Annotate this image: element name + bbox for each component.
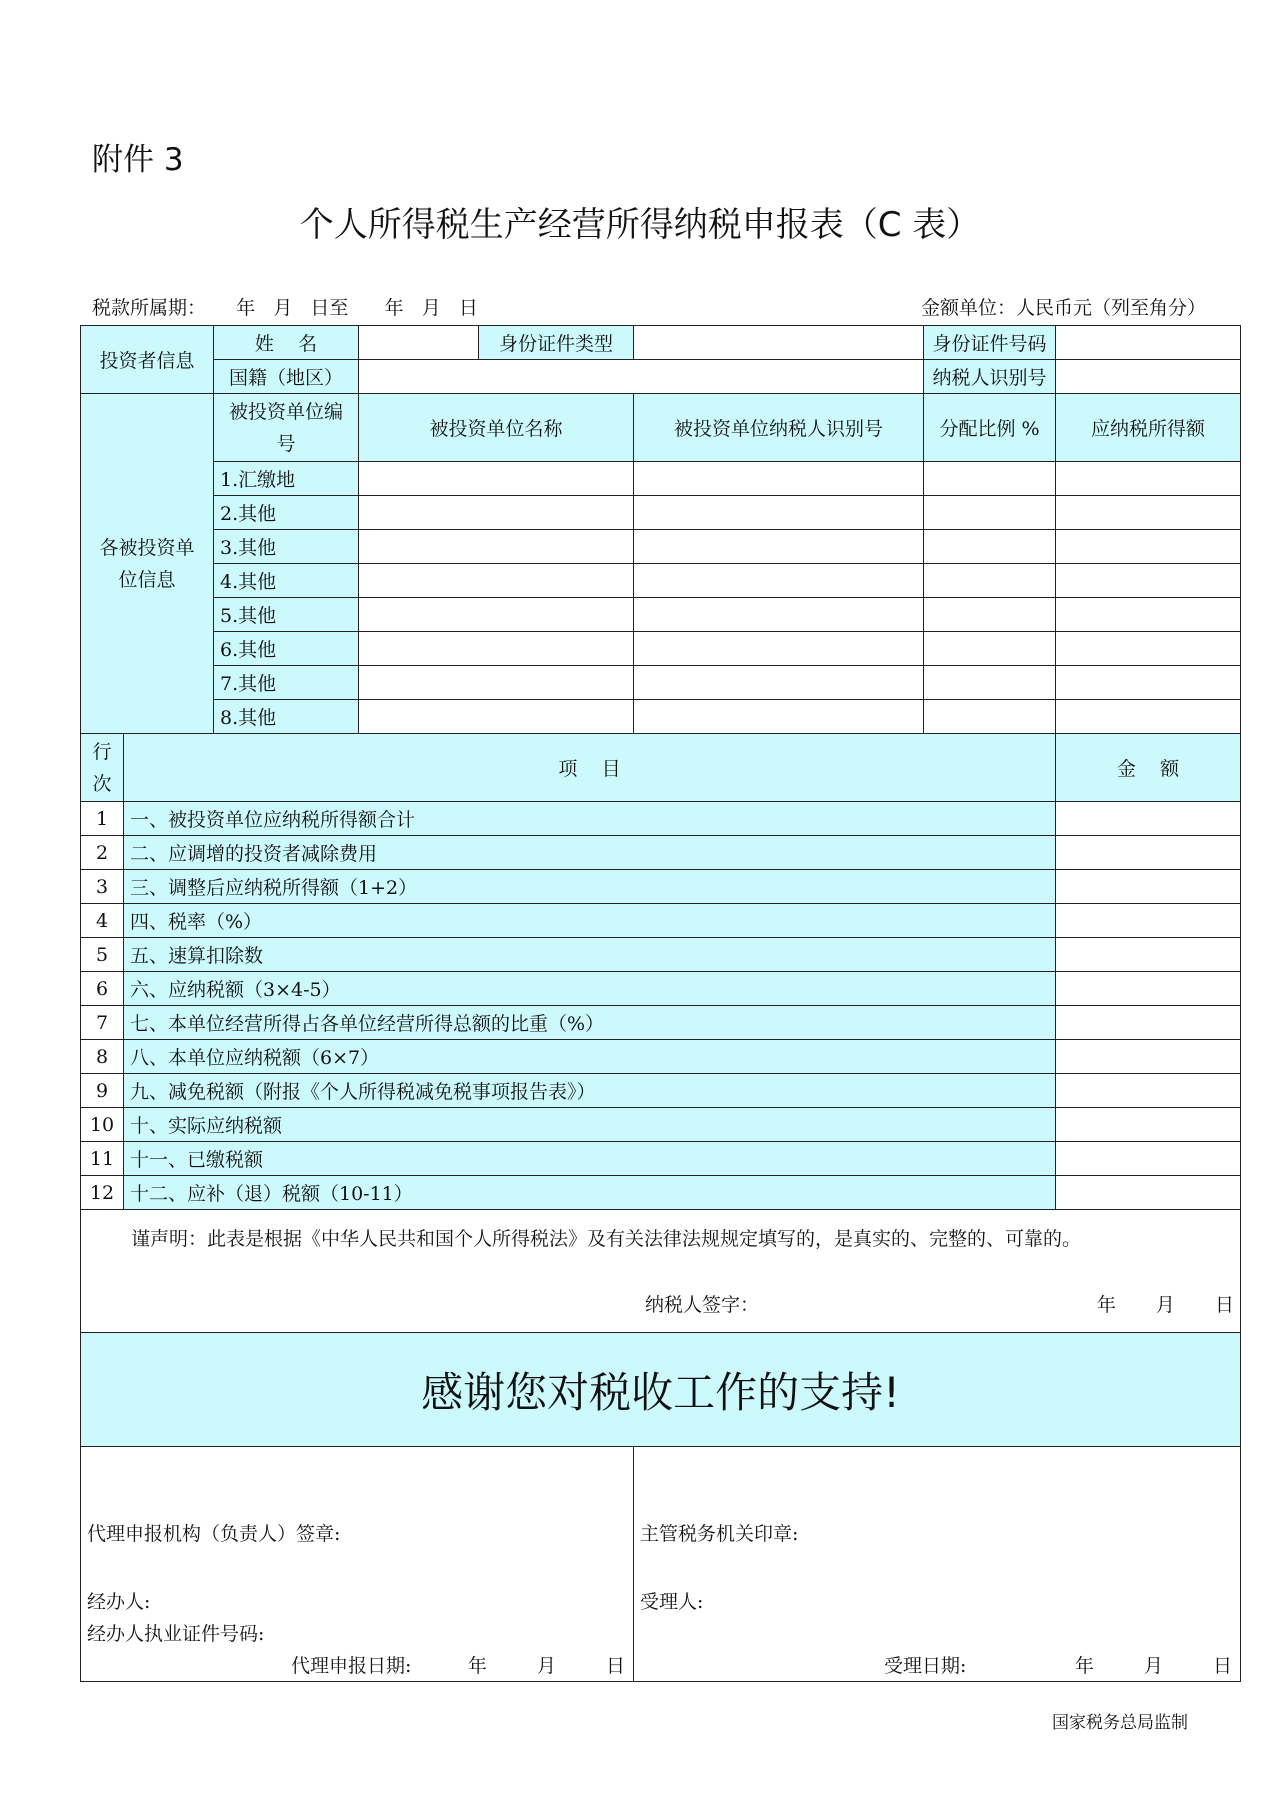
item-amount-field[interactable] <box>1056 938 1241 972</box>
unit-no: 5.其他 <box>214 598 359 632</box>
item-row <box>81 836 1241 870</box>
unit-name-field[interactable] <box>359 462 634 496</box>
item-no: 3 <box>81 870 124 904</box>
item-row <box>81 972 1241 1006</box>
unit-ratio-field[interactable] <box>924 462 1056 496</box>
name-label: 姓 名 <box>214 326 359 360</box>
item-label: 十、实际应纳税额 <box>124 1108 1056 1142</box>
investor-section-label: 投资者信息 <box>81 326 214 394</box>
signature-row <box>81 1447 1241 1682</box>
unit-no: 6.其他 <box>214 632 359 666</box>
unit-no: 3.其他 <box>214 530 359 564</box>
investor-row-1 <box>81 326 1241 360</box>
item-row <box>81 904 1241 938</box>
unit-name-field[interactable] <box>359 700 634 734</box>
unit-row <box>81 564 1241 598</box>
unit-ratio-field[interactable] <box>924 496 1056 530</box>
units-header-row <box>81 394 1241 462</box>
taxpayer-id-label: 纳税人识别号 <box>924 360 1056 394</box>
item-row <box>81 1176 1241 1210</box>
item-row <box>81 1074 1241 1108</box>
id-number-field[interactable] <box>1056 326 1241 360</box>
tax-form-table <box>80 325 1241 1682</box>
item-row <box>81 1142 1241 1176</box>
item-row <box>81 938 1241 972</box>
item-amount-field[interactable] <box>1056 802 1241 836</box>
item-no: 9 <box>81 1074 124 1108</box>
item-no: 7 <box>81 1006 124 1040</box>
item-label: 五、速算扣除数 <box>124 938 1056 972</box>
unit-income-field[interactable] <box>1056 496 1241 530</box>
unit-tin-field[interactable] <box>634 598 924 632</box>
amount-unit: 金额单位：人民币元（列至角分） <box>920 297 1206 319</box>
unit-ratio-field[interactable] <box>924 564 1056 598</box>
item-amount-field[interactable] <box>1056 836 1241 870</box>
attachment-label: 附件 3 <box>92 142 184 178</box>
item-no: 10 <box>81 1108 124 1142</box>
unit-ratio-field[interactable] <box>924 666 1056 700</box>
agent-box <box>81 1447 633 1681</box>
item-no: 11 <box>81 1142 124 1176</box>
declaration-cell <box>81 1210 1241 1333</box>
handler-cert-label[interactable]: 经办人执业证件号码: <box>87 1623 265 1645</box>
item-row <box>81 1040 1241 1074</box>
unit-ratio-field[interactable] <box>924 632 1056 666</box>
unit-name-field[interactable] <box>359 598 634 632</box>
item-label: 三、调整后应纳税所得额（1+2） <box>124 870 1056 904</box>
thanks-banner: 感谢您对税收工作的支持! <box>81 1333 1241 1447</box>
tax-office-box <box>634 1447 1240 1681</box>
agent-cell <box>81 1447 634 1682</box>
tax-office-seal-label[interactable]: 主管税务机关印章: <box>640 1523 799 1545</box>
item-amount-field[interactable] <box>1056 1040 1241 1074</box>
item-row <box>81 870 1241 904</box>
unit-row <box>81 598 1241 632</box>
item-label: 十二、应补（退）税额（10-11） <box>124 1176 1056 1210</box>
item-amount-field[interactable] <box>1056 870 1241 904</box>
item-amount-field[interactable] <box>1056 1142 1241 1176</box>
receipt-date-value[interactable]: 年 月 日 <box>1074 1655 1233 1677</box>
item-amount-field[interactable] <box>1056 904 1241 938</box>
tax-office-cell <box>634 1447 1241 1682</box>
item-amount-field[interactable] <box>1056 1176 1241 1210</box>
tax-period: 税款所属期： 年 月 日至 年 月 日 <box>92 297 478 319</box>
income-header: 应纳税所得额 <box>1056 394 1241 462</box>
declaration-date: 年 月 日 <box>1096 1294 1235 1316</box>
item-label: 二、应调增的投资者减除费用 <box>124 836 1056 870</box>
unit-no-header: 被投资单位编号 <box>214 394 359 462</box>
items-header-row <box>81 734 1241 802</box>
ratio-header: 分配比例 % <box>924 394 1056 462</box>
id-number-label: 身份证件号码 <box>924 326 1056 360</box>
handler-label[interactable]: 经办人: <box>87 1591 151 1613</box>
unit-no: 4.其他 <box>214 564 359 598</box>
taxpayer-id-field[interactable] <box>1056 360 1241 394</box>
item-no: 2 <box>81 836 124 870</box>
taxpayer-signature-label[interactable]: 纳税人签字： <box>645 1294 760 1316</box>
item-header: 项 目 <box>124 734 1056 802</box>
unit-row <box>81 496 1241 530</box>
agent-org-label[interactable]: 代理申报机构（负责人）签章: <box>87 1523 341 1545</box>
id-type-field[interactable] <box>634 326 924 360</box>
id-type-label: 身份证件类型 <box>479 326 634 360</box>
unit-row <box>81 666 1241 700</box>
item-label: 九、减免税额（附报《个人所得税减免税事项报告表》） <box>124 1074 1056 1108</box>
investor-row-2 <box>81 360 1241 394</box>
unit-tin-field[interactable] <box>634 530 924 564</box>
item-label: 四、税率（%） <box>124 904 1056 938</box>
receiver-label[interactable]: 受理人: <box>640 1591 704 1613</box>
unit-row <box>81 700 1241 734</box>
unit-income-field[interactable] <box>1056 598 1241 632</box>
nationality-field[interactable] <box>359 360 924 394</box>
unit-name-field[interactable] <box>359 632 634 666</box>
item-row <box>81 1108 1241 1142</box>
unit-income-field[interactable] <box>1056 700 1241 734</box>
unit-no: 8.其他 <box>214 700 359 734</box>
item-label: 一、被投资单位应纳税所得额合计 <box>124 802 1056 836</box>
item-amount-field[interactable] <box>1056 1108 1241 1142</box>
item-no: 6 <box>81 972 124 1006</box>
unit-tin-field[interactable] <box>634 700 924 734</box>
unit-ratio-field[interactable] <box>924 700 1056 734</box>
item-no: 5 <box>81 938 124 972</box>
unit-ratio-field[interactable] <box>924 530 1056 564</box>
unit-income-field[interactable] <box>1056 632 1241 666</box>
form-title: 个人所得税生产经营所得纳税申报表（C 表） <box>299 205 981 245</box>
item-row <box>81 1006 1241 1040</box>
unit-row <box>81 462 1241 496</box>
units-section-label: 各被投资单位信息 <box>81 394 214 734</box>
unit-name-field[interactable] <box>359 530 634 564</box>
name-field[interactable] <box>359 326 479 360</box>
declaration-row <box>81 1210 1241 1333</box>
item-no: 1 <box>81 802 124 836</box>
item-no: 4 <box>81 904 124 938</box>
unit-name-field[interactable] <box>359 564 634 598</box>
unit-income-field[interactable] <box>1056 666 1241 700</box>
supervision-note: 国家税务总局监制 <box>1052 1713 1188 1733</box>
item-label: 十一、已缴税额 <box>124 1142 1056 1176</box>
item-label: 七、本单位经营所得占各单位经营所得总额的比重（%） <box>124 1006 1056 1040</box>
item-amount-field[interactable] <box>1056 972 1241 1006</box>
unit-tin-field[interactable] <box>634 666 924 700</box>
item-label: 六、应纳税额（3×4-5） <box>124 972 1056 1006</box>
unit-name-field[interactable] <box>359 666 634 700</box>
unit-tin-header: 被投资单位纳税人识别号 <box>634 394 924 462</box>
amount-header: 金 额 <box>1056 734 1241 802</box>
nationality-label: 国籍（地区） <box>214 360 359 394</box>
unit-income-field[interactable] <box>1056 462 1241 496</box>
unit-no: 2.其他 <box>214 496 359 530</box>
unit-row <box>81 632 1241 666</box>
item-amount-field[interactable] <box>1056 1074 1241 1108</box>
unit-ratio-field[interactable] <box>924 598 1056 632</box>
declaration-box <box>81 1210 1240 1332</box>
item-no: 8 <box>81 1040 124 1074</box>
unit-tin-field[interactable] <box>634 564 924 598</box>
unit-income-field[interactable] <box>1056 564 1241 598</box>
unit-no: 7.其他 <box>214 666 359 700</box>
unit-no: 1.汇缴地 <box>214 462 359 496</box>
unit-tin-field[interactable] <box>634 632 924 666</box>
unit-tin-field[interactable] <box>634 496 924 530</box>
item-no: 12 <box>81 1176 124 1210</box>
unit-name-header: 被投资单位名称 <box>359 394 634 462</box>
receipt-date-label: 受理日期: <box>884 1655 967 1677</box>
agent-date-label: 代理申报日期: <box>291 1655 412 1677</box>
unit-name-field[interactable] <box>359 496 634 530</box>
row-no-header: 行次 <box>81 734 124 802</box>
unit-income-field[interactable] <box>1056 530 1241 564</box>
thanks-row <box>81 1333 1241 1447</box>
item-row <box>81 802 1241 836</box>
item-label: 八、本单位应纳税额（6×7） <box>124 1040 1056 1074</box>
agent-date-value[interactable]: 年 月 日 <box>467 1655 626 1677</box>
item-amount-field[interactable] <box>1056 1006 1241 1040</box>
unit-tin-field[interactable] <box>634 462 924 496</box>
declaration-statement: 谨声明：此表是根据《中华人民共和国个人所得税法》及有关法律法规规定填写的，是真实的、完整的、可靠的。 <box>131 1228 1082 1250</box>
unit-row <box>81 530 1241 564</box>
